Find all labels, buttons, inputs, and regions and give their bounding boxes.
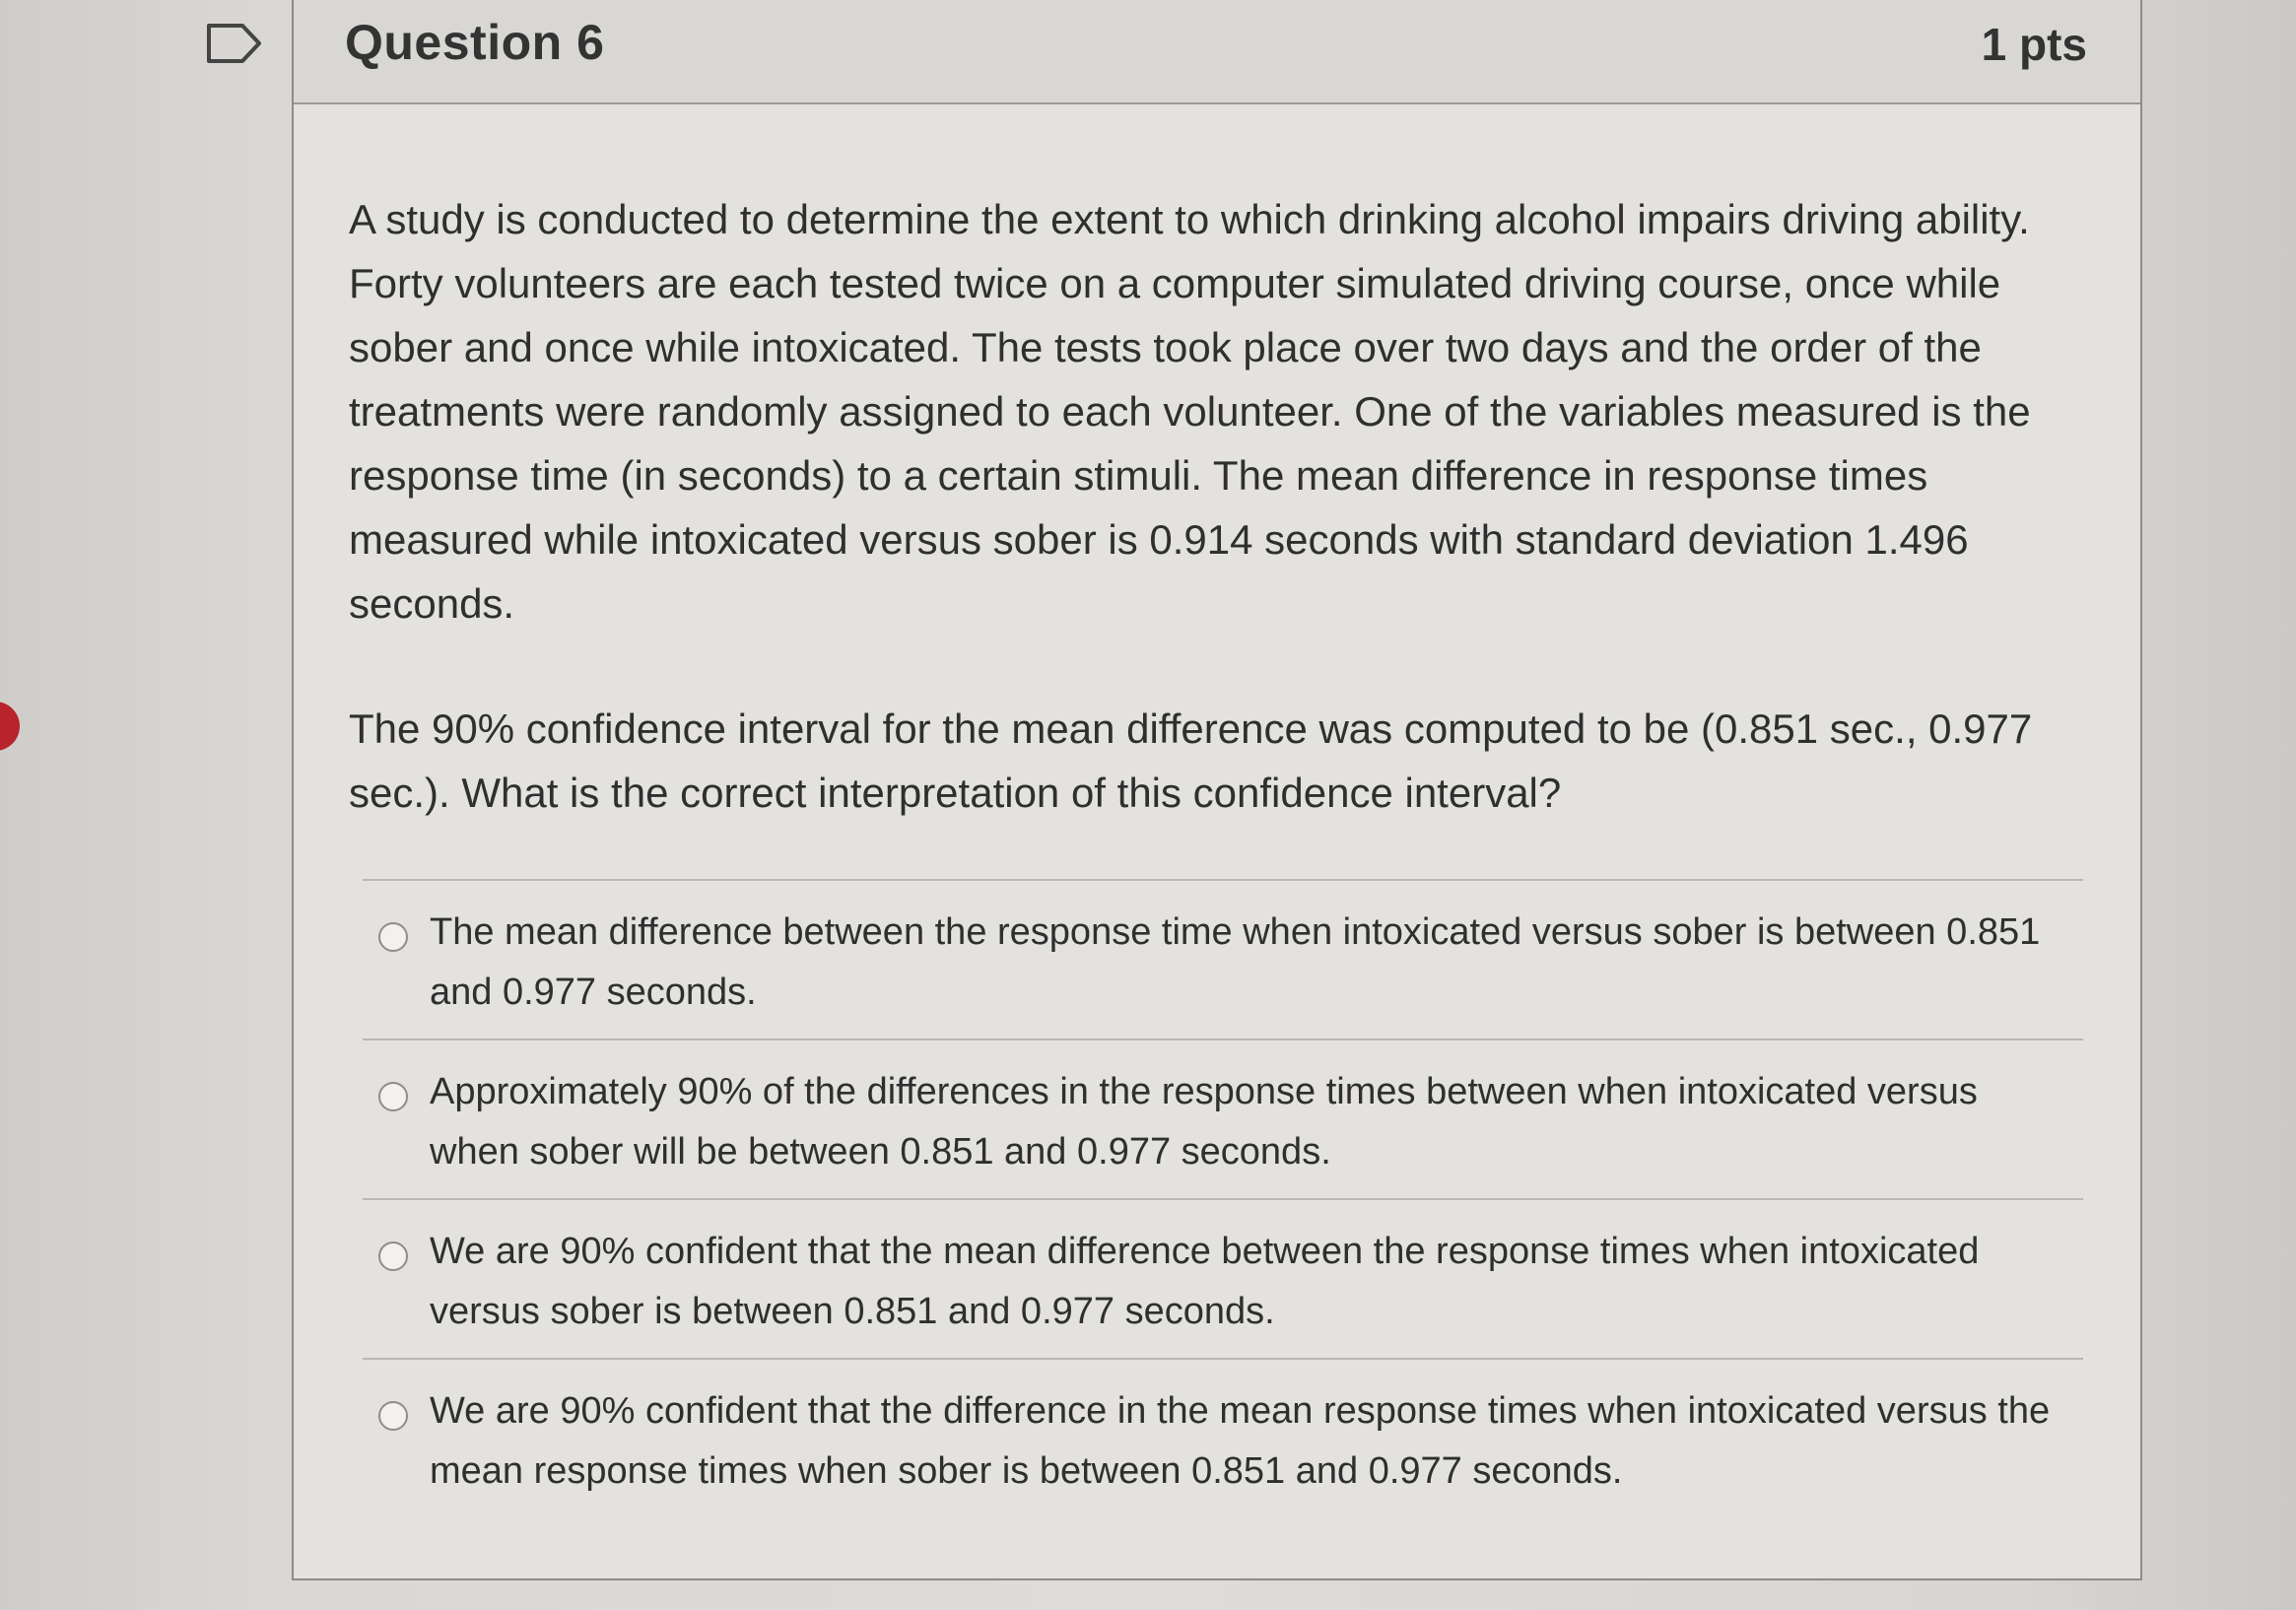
answer-option[interactable] xyxy=(363,879,2083,1039)
answer-option[interactable] xyxy=(363,1198,2083,1358)
answer-label[interactable]: We are 90% confident that the mean difference between the response times when intoxicated versus sober is between 0.851 and 0.977 seconds. xyxy=(430,1231,1980,1332)
radio-button-icon[interactable] xyxy=(378,1241,408,1271)
answer-label[interactable]: Approximately 90% of the differences in the response times between when intoxicated versus when sober will be between 0.851 and 0.977 seconds. xyxy=(430,1071,1978,1173)
question-scenario: A study is conducted to determine the extent to which drinking alcohol impairs driving ability. Forty volunteers are each tested twice on a computer simulated driving course, once while sober and once while intoxicated. The tests took place over two days and the order of the treatments were randomly assigned to each volunteer. One of the variables measured is the response time (in seconds) to a certain stimuli. The mean difference in response times measured while intoxicated versus sober is 0.914 seconds with standard deviation 1.496 seconds. xyxy=(349,196,2031,627)
answer-option[interactable] xyxy=(363,1358,2083,1517)
question-title: Question 6 xyxy=(345,15,605,70)
radio-button-icon[interactable] xyxy=(378,1082,408,1111)
question-points: 1 pts xyxy=(1981,19,2087,70)
answer-option[interactable] xyxy=(363,1039,2083,1198)
question-text xyxy=(349,187,2093,825)
radio-button-icon[interactable] xyxy=(378,1401,408,1431)
question-prompt: The 90% confidence interval for the mean difference was computed to be (0.851 sec., 0.977 sec.). What is the correct interpretation of this confidence interval? xyxy=(349,705,2033,816)
radio-button-icon[interactable] xyxy=(378,922,408,952)
flag-question-icon[interactable] xyxy=(205,22,264,65)
answer-label[interactable]: The mean difference between the response time when intoxicated versus sober is between 0.851 and 0.977 seconds. xyxy=(430,911,2041,1013)
answer-list xyxy=(363,879,2083,1517)
answer-label[interactable]: We are 90% confident that the difference in the mean response times when intoxicated versus the mean response times when sober is between 0.851 and 0.977 seconds. xyxy=(430,1390,2051,1492)
question-card xyxy=(292,0,2142,1580)
question-header xyxy=(294,0,2140,104)
